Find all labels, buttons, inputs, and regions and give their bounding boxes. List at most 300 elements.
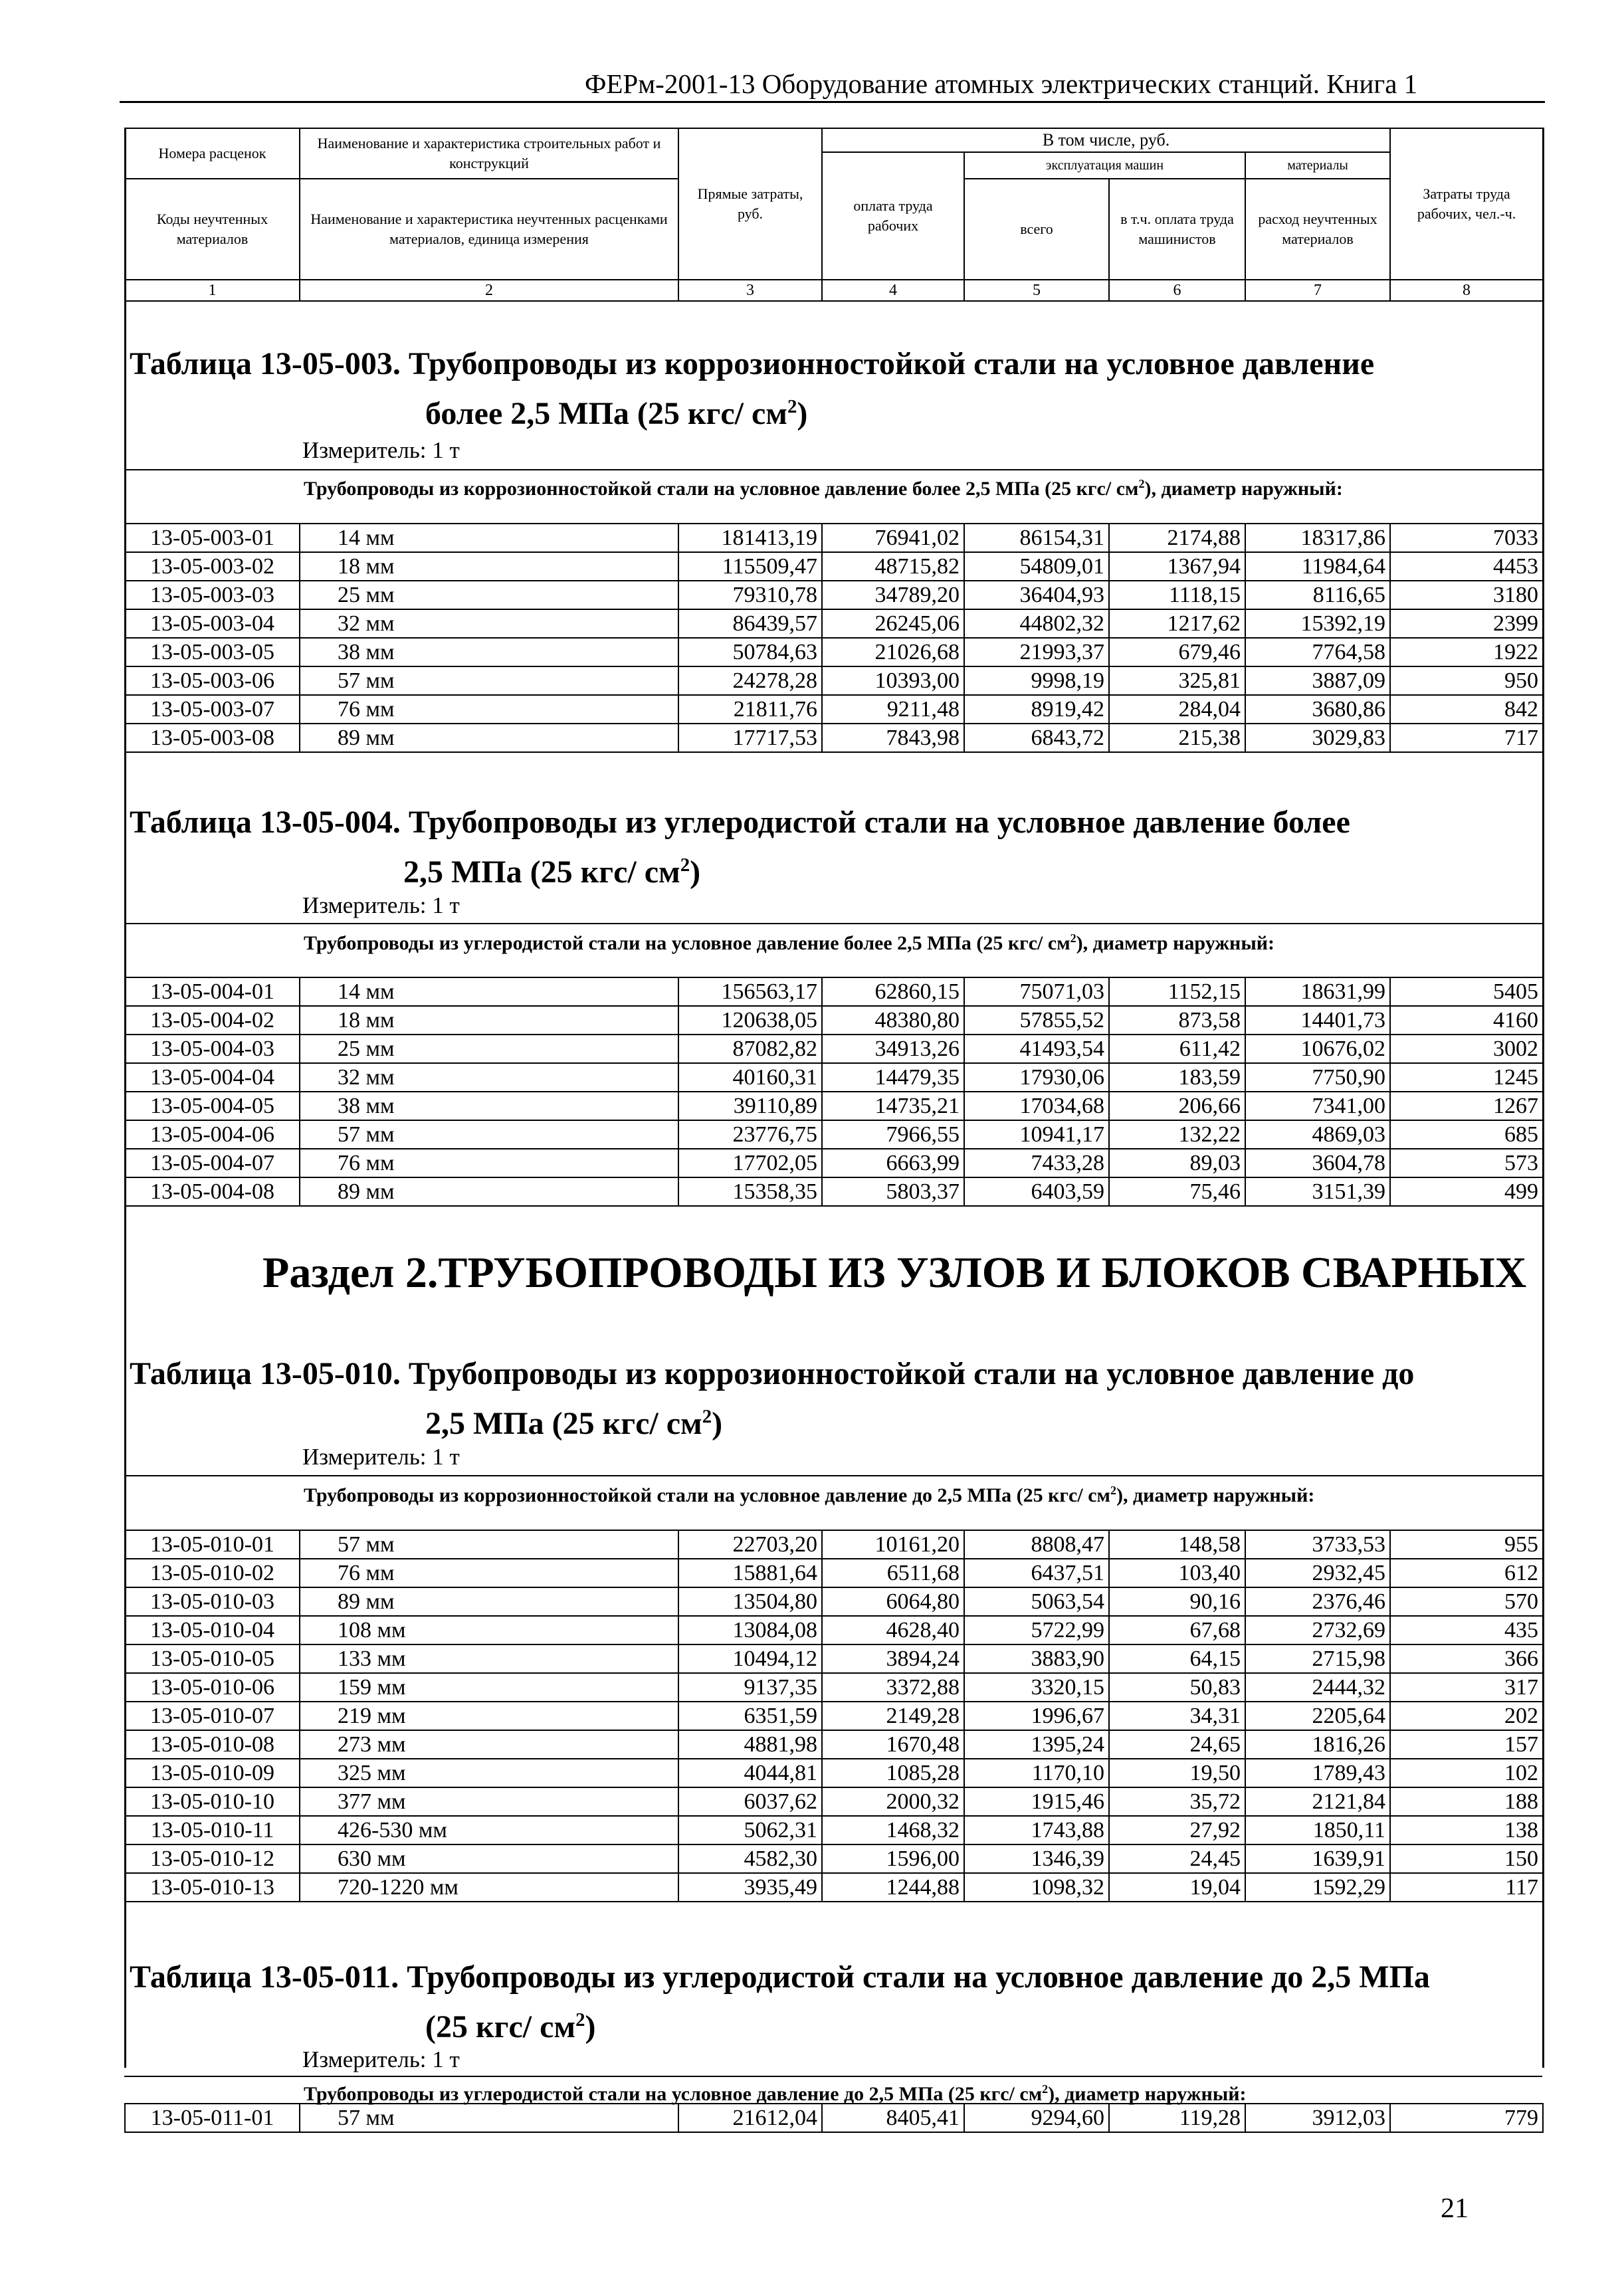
pipe-diameter: 630 мм: [300, 1844, 678, 1873]
rate-code: 13-05-010-08: [125, 1730, 300, 1759]
table-row: [125, 609, 1543, 638]
table-row: [125, 695, 1543, 724]
wages: 1244,88: [822, 1873, 964, 1902]
labor-hours: 317: [1390, 1673, 1543, 1702]
machines-wages: 50,83: [1109, 1673, 1245, 1702]
direct-costs: 79310,78: [678, 581, 822, 609]
wages: 9211,48: [822, 695, 964, 724]
machines-wages: 19,04: [1109, 1873, 1245, 1902]
table-row: [125, 1149, 1543, 1177]
rate-code: 13-05-004-08: [125, 1177, 300, 1206]
materials-unaccounted: 8116,65: [1245, 581, 1390, 609]
machines-total: 7433,28: [964, 1149, 1109, 1177]
labor-hours: 188: [1390, 1787, 1543, 1816]
machines-wages: 1217,62: [1109, 609, 1245, 638]
header-unaccounted-codes: Коды неучтенных материалов: [125, 179, 300, 280]
labor-hours: 685: [1390, 1120, 1543, 1149]
materials-unaccounted: 1592,29: [1245, 1873, 1390, 1902]
header-in-total: В том числе, руб.: [822, 128, 1390, 152]
machines-wages: 873,58: [1109, 1006, 1245, 1035]
direct-costs: 17717,53: [678, 724, 822, 752]
col-number: 4: [822, 280, 964, 301]
table-row: [125, 1816, 1543, 1844]
wages: 2000,32: [822, 1787, 964, 1816]
machines-wages: 67,68: [1109, 1616, 1245, 1644]
table-title: Таблица 13-05-003. Трубопроводы из коррозионностойкой стали на условное давление более 2,5 МПа (25 кгс/ $см^2$): [130, 346, 1375, 431]
direct-costs: 15881,64: [678, 1559, 822, 1587]
col-number: 2: [300, 280, 678, 301]
table-row: [125, 1787, 1543, 1816]
materials-unaccounted: 4869,03: [1245, 1120, 1390, 1149]
materials-unaccounted: 3733,53: [1245, 1530, 1390, 1559]
direct-costs: 4881,98: [678, 1730, 822, 1759]
materials-unaccounted: 3912,03: [1245, 2104, 1390, 2132]
labor-hours: 4160: [1390, 1006, 1543, 1035]
table-row: [125, 2104, 1543, 2132]
machines-total: 6403,59: [964, 1177, 1109, 1206]
wages: 7843,98: [822, 724, 964, 752]
table-title: Таблица 13-05-004. Трубопроводы из углеродистой стали на условное давление более 2,5 МПа (25 кгс/ $см^2$): [130, 805, 1350, 890]
wages: 7966,55: [822, 1120, 964, 1149]
rate-code: 13-05-010-09: [125, 1759, 300, 1787]
direct-costs: 87082,82: [678, 1035, 822, 1063]
machines-wages: 19,50: [1109, 1759, 1245, 1787]
labor-hours: 435: [1390, 1616, 1543, 1644]
labor-hours: 573: [1390, 1149, 1543, 1177]
machines-wages: 679,46: [1109, 638, 1245, 666]
machines-wages: 103,40: [1109, 1559, 1245, 1587]
rate-code: 13-05-004-02: [125, 1006, 300, 1035]
direct-costs: 4582,30: [678, 1844, 822, 1873]
rate-code: 13-05-010-05: [125, 1644, 300, 1673]
direct-costs: 13504,80: [678, 1587, 822, 1616]
table-row: [125, 977, 1543, 1006]
rate-code: 13-05-003-05: [125, 638, 300, 666]
materials-unaccounted: 3604,78: [1245, 1149, 1390, 1177]
direct-costs: 115509,47: [678, 552, 822, 581]
wages: 26245,06: [822, 609, 964, 638]
wages: 14479,35: [822, 1063, 964, 1092]
direct-costs: 86439,57: [678, 609, 822, 638]
wages: 14735,21: [822, 1092, 964, 1120]
running-head: ФЕРм-2001-13 Оборудование атомных электрических станций. Книга 1: [585, 68, 1418, 99]
table-row: [125, 1702, 1543, 1730]
machines-wages: 75,46: [1109, 1177, 1245, 1206]
rate-code: 13-05-003-06: [125, 666, 300, 695]
labor-hours: 7033: [1390, 524, 1543, 552]
header-materials-unaccounted: расход неучтенных материалов: [1245, 179, 1390, 280]
machines-wages: 132,22: [1109, 1120, 1245, 1149]
pipe-diameter: 426-530 мм: [300, 1816, 678, 1844]
labor-hours: 3180: [1390, 581, 1543, 609]
direct-costs: 5062,31: [678, 1816, 822, 1844]
machines-total: 36404,93: [964, 581, 1109, 609]
col-number: 3: [678, 280, 822, 301]
header-codes: Номера расценок: [125, 128, 300, 179]
materials-unaccounted: 1639,91: [1245, 1844, 1390, 1873]
wages: 2149,28: [822, 1702, 964, 1730]
direct-costs: 13084,08: [678, 1616, 822, 1644]
table-row: [125, 1644, 1543, 1673]
pipe-diameter: 133 мм: [300, 1644, 678, 1673]
machines-wages: 284,04: [1109, 695, 1245, 724]
wages: 5803,37: [822, 1177, 964, 1206]
direct-costs: 23776,75: [678, 1120, 822, 1149]
pipe-diameter: 159 мм: [300, 1673, 678, 1702]
machines-total: 1395,24: [964, 1730, 1109, 1759]
col-number: 5: [964, 280, 1109, 301]
machines-total: 17034,68: [964, 1092, 1109, 1120]
rate-code: 13-05-003-01: [125, 524, 300, 552]
table-title: Таблица 13-05-011. Трубопроводы из углеродистой стали на условное давление до 2,5 МПа (25 кгс/ $см^2$): [130, 1959, 1430, 2044]
table-row: [125, 1530, 1543, 1559]
pipe-diameter: 108 мм: [300, 1616, 678, 1644]
rate-code: 13-05-010-12: [125, 1844, 300, 1873]
materials-unaccounted: 2121,84: [1245, 1787, 1390, 1816]
column-header-table: [124, 128, 1544, 302]
rate-code: 13-05-003-07: [125, 695, 300, 724]
table-row: [125, 1873, 1543, 1902]
table-subhead: Трубопроводы из углеродистой стали на условное давление более 2,5 МПа (25 кгс/ $см^2$), диаметр наружный:: [304, 932, 1275, 954]
table-row: [125, 724, 1543, 752]
table-measure: Измеритель: 1 т: [302, 892, 460, 918]
machines-total: 86154,31: [964, 524, 1109, 552]
wages: 21026,68: [822, 638, 964, 666]
pipe-diameter: 32 мм: [300, 1063, 678, 1092]
machines-total: 5063,54: [964, 1587, 1109, 1616]
table-row: [125, 1587, 1543, 1616]
direct-costs: 9137,35: [678, 1673, 822, 1702]
rate-code: 13-05-011-01: [125, 2104, 300, 2132]
direct-costs: 4044,81: [678, 1759, 822, 1787]
materials-unaccounted: 3887,09: [1245, 666, 1390, 695]
labor-hours: 138: [1390, 1816, 1543, 1844]
wages: 3372,88: [822, 1673, 964, 1702]
table-row: [125, 1759, 1543, 1787]
machines-wages: 1118,15: [1109, 581, 1245, 609]
machines-wages: 119,28: [1109, 2104, 1245, 2132]
table-row: [125, 524, 1543, 552]
machines-total: 9998,19: [964, 666, 1109, 695]
machines-wages: 206,66: [1109, 1092, 1245, 1120]
table-row: [125, 1559, 1543, 1587]
materials-unaccounted: 7750,90: [1245, 1063, 1390, 1092]
rate-code: 13-05-004-07: [125, 1149, 300, 1177]
pipe-diameter: 76 мм: [300, 1149, 678, 1177]
table-row: [125, 1120, 1543, 1149]
materials-unaccounted: 2932,45: [1245, 1559, 1390, 1587]
machines-wages: 2174,88: [1109, 524, 1245, 552]
pipe-diameter: 89 мм: [300, 1587, 678, 1616]
machines-total: 1743,88: [964, 1816, 1109, 1844]
materials-unaccounted: 10676,02: [1245, 1035, 1390, 1063]
machines-wages: 90,16: [1109, 1587, 1245, 1616]
pipe-diameter: 25 мм: [300, 581, 678, 609]
materials-unaccounted: 7341,00: [1245, 1092, 1390, 1120]
machines-total: 57855,52: [964, 1006, 1109, 1035]
direct-costs: 17702,05: [678, 1149, 822, 1177]
rate-code: 13-05-010-07: [125, 1702, 300, 1730]
table-subhead: Трубопроводы из коррозионностойкой стали на условное давление более 2,5 МПа (25 кгс/ $см^2$), диаметр наружный:: [304, 477, 1343, 500]
materials-unaccounted: 15392,19: [1245, 609, 1390, 638]
rate-code: 13-05-003-08: [125, 724, 300, 752]
wages: 1085,28: [822, 1759, 964, 1787]
table-row: [125, 1092, 1543, 1120]
rate-code: 13-05-003-04: [125, 609, 300, 638]
direct-costs: 156563,17: [678, 977, 822, 1006]
labor-hours: 366: [1390, 1644, 1543, 1673]
machines-total: 10941,17: [964, 1120, 1109, 1149]
table-measure: Измеритель: 1 т: [302, 2046, 460, 2072]
rate-code: 13-05-004-05: [125, 1092, 300, 1120]
pipe-diameter: 14 мм: [300, 524, 678, 552]
rate-code: 13-05-003-02: [125, 552, 300, 581]
header-unaccounted-names: Наименование и характеристика неучтенных расценками материалов, единица измерения: [300, 179, 678, 280]
materials-unaccounted: 18631,99: [1245, 977, 1390, 1006]
machines-wages: 215,38: [1109, 724, 1245, 752]
col-number: 7: [1245, 280, 1390, 301]
machines-total: 1098,32: [964, 1873, 1109, 1902]
labor-hours: 570: [1390, 1587, 1543, 1616]
labor-hours: 117: [1390, 1873, 1543, 1902]
labor-hours: 1245: [1390, 1063, 1543, 1092]
labor-hours: 612: [1390, 1559, 1543, 1587]
materials-unaccounted: 2444,32: [1245, 1673, 1390, 1702]
direct-costs: 50784,63: [678, 638, 822, 666]
wages: 10393,00: [822, 666, 964, 695]
pipe-diameter: 720-1220 мм: [300, 1873, 678, 1902]
materials-unaccounted: 3151,39: [1245, 1177, 1390, 1206]
direct-costs: 3935,49: [678, 1873, 822, 1902]
wages: 6663,99: [822, 1149, 964, 1177]
table-row: [125, 1673, 1543, 1702]
materials-unaccounted: 18317,86: [1245, 524, 1390, 552]
rate-code: 13-05-003-03: [125, 581, 300, 609]
labor-hours: 499: [1390, 1177, 1543, 1206]
pipe-diameter: 57 мм: [300, 2104, 678, 2132]
table-title: Таблица 13-05-010. Трубопроводы из коррозионностойкой стали на условное давление до 2,5 МПа (25 кгс/ $см^2$): [130, 1356, 1415, 1441]
col-number: 6: [1109, 280, 1245, 301]
machines-wages: 24,45: [1109, 1844, 1245, 1873]
labor-hours: 3002: [1390, 1035, 1543, 1063]
table-row: [125, 1730, 1543, 1759]
pipe-diameter: 38 мм: [300, 1092, 678, 1120]
machines-total: 21993,37: [964, 638, 1109, 666]
wages: 62860,15: [822, 977, 964, 1006]
labor-hours: 1267: [1390, 1092, 1543, 1120]
labor-hours: 842: [1390, 695, 1543, 724]
labor-hours: 157: [1390, 1730, 1543, 1759]
materials-unaccounted: 1789,43: [1245, 1759, 1390, 1787]
table-row: [125, 666, 1543, 695]
wages: 10161,20: [822, 1530, 964, 1559]
page-number: 21: [1441, 2193, 1469, 2224]
wages: 6064,80: [822, 1587, 964, 1616]
table-row: [125, 1616, 1543, 1644]
table-row: [125, 552, 1543, 581]
direct-costs: 15358,35: [678, 1177, 822, 1206]
pipe-diameter: 57 мм: [300, 1530, 678, 1559]
table-rule: [124, 1475, 1542, 1476]
machines-wages: 1152,15: [1109, 977, 1245, 1006]
table-row: [125, 1006, 1543, 1035]
wages: 6511,68: [822, 1559, 964, 1587]
wages: 8405,41: [822, 2104, 964, 2132]
machines-wages: 35,72: [1109, 1787, 1245, 1816]
direct-costs: 22703,20: [678, 1530, 822, 1559]
pipe-diameter: 25 мм: [300, 1035, 678, 1063]
machines-total: 75071,03: [964, 977, 1109, 1006]
pipe-diameter: 14 мм: [300, 977, 678, 1006]
machines-total: 54809,01: [964, 552, 1109, 581]
materials-unaccounted: 2732,69: [1245, 1616, 1390, 1644]
machines-total: 9294,60: [964, 2104, 1109, 2132]
header-works: Наименование и характеристика строительных работ и конструкций: [300, 128, 678, 179]
wages: 48715,82: [822, 552, 964, 581]
wages: 4628,40: [822, 1616, 964, 1644]
pipe-diameter: 18 мм: [300, 1006, 678, 1035]
direct-costs: 24278,28: [678, 666, 822, 695]
direct-costs: 181413,19: [678, 524, 822, 552]
rate-table: [124, 1530, 1544, 1902]
direct-costs: 6351,59: [678, 1702, 822, 1730]
rate-code: 13-05-010-06: [125, 1673, 300, 1702]
labor-hours: 5405: [1390, 977, 1543, 1006]
rate-code: 13-05-004-03: [125, 1035, 300, 1063]
direct-costs: 10494,12: [678, 1644, 822, 1673]
wages: 1596,00: [822, 1844, 964, 1873]
labor-hours: 779: [1390, 2104, 1543, 2132]
wages: 34913,26: [822, 1035, 964, 1063]
direct-costs: 21811,76: [678, 695, 822, 724]
wages: 48380,80: [822, 1006, 964, 1035]
machines-wages: 1367,94: [1109, 552, 1245, 581]
machines-wages: 325,81: [1109, 666, 1245, 695]
direct-costs: 120638,05: [678, 1006, 822, 1035]
rate-code: 13-05-010-01: [125, 1530, 300, 1559]
col-number: 8: [1390, 280, 1543, 301]
direct-costs: 39110,89: [678, 1092, 822, 1120]
machines-wages: 64,15: [1109, 1644, 1245, 1673]
labor-hours: 202: [1390, 1702, 1543, 1730]
materials-unaccounted: 7764,58: [1245, 638, 1390, 666]
machines-wages: 183,59: [1109, 1063, 1245, 1092]
machines-total: 6843,72: [964, 724, 1109, 752]
pipe-diameter: 89 мм: [300, 724, 678, 752]
table-rule: [124, 923, 1542, 924]
machines-total: 6437,51: [964, 1559, 1109, 1587]
labor-hours: 102: [1390, 1759, 1543, 1787]
pipe-diameter: 377 мм: [300, 1787, 678, 1816]
materials-unaccounted: 1816,26: [1245, 1730, 1390, 1759]
pipe-diameter: 273 мм: [300, 1730, 678, 1759]
rate-code: 13-05-010-13: [125, 1873, 300, 1902]
table-row: [125, 1035, 1543, 1063]
machines-total: 44802,32: [964, 609, 1109, 638]
header-materials: материалы: [1245, 152, 1390, 179]
wages: 76941,02: [822, 524, 964, 552]
header-machines: эксплуатация машин: [964, 152, 1245, 179]
wages: 1468,32: [822, 1816, 964, 1844]
direct-costs: 40160,31: [678, 1063, 822, 1092]
labor-hours: 4453: [1390, 552, 1543, 581]
table-measure: Измеритель: 1 т: [302, 1444, 460, 1470]
pipe-diameter: 325 мм: [300, 1759, 678, 1787]
direct-costs: 21612,04: [678, 2104, 822, 2132]
rate-code: 13-05-004-04: [125, 1063, 300, 1092]
materials-unaccounted: 11984,64: [1245, 552, 1390, 581]
header-wages: оплата труда рабочих: [822, 152, 964, 280]
wages: 1670,48: [822, 1730, 964, 1759]
pipe-diameter: 76 мм: [300, 1559, 678, 1587]
materials-unaccounted: 3680,86: [1245, 695, 1390, 724]
machines-total: 3320,15: [964, 1673, 1109, 1702]
pipe-diameter: 57 мм: [300, 666, 678, 695]
machines-wages: 611,42: [1109, 1035, 1245, 1063]
machines-total: 5722,99: [964, 1616, 1109, 1644]
machines-wages: 27,92: [1109, 1816, 1245, 1844]
table-row: [125, 1844, 1543, 1873]
rate-code: 13-05-004-01: [125, 977, 300, 1006]
machines-total: 8919,42: [964, 695, 1109, 724]
materials-unaccounted: 14401,73: [1245, 1006, 1390, 1035]
header-rule: [120, 101, 1545, 103]
pipe-diameter: 76 мм: [300, 695, 678, 724]
labor-hours: 1922: [1390, 638, 1543, 666]
pipe-diameter: 89 мм: [300, 1177, 678, 1206]
header-direct-costs: Прямые затраты, руб.: [678, 128, 822, 280]
pipe-diameter: 57 мм: [300, 1120, 678, 1149]
pipe-diameter: 32 мм: [300, 609, 678, 638]
machines-wages: 89,03: [1109, 1149, 1245, 1177]
header-machines-total: всего: [964, 179, 1109, 280]
machines-total: 3883,90: [964, 1644, 1109, 1673]
table-measure: Измеритель: 1 т: [302, 437, 460, 463]
pipe-diameter: 38 мм: [300, 638, 678, 666]
pipe-diameter: 18 мм: [300, 552, 678, 581]
direct-costs: 6037,62: [678, 1787, 822, 1816]
machines-wages: 24,65: [1109, 1730, 1245, 1759]
table-row: [125, 1063, 1543, 1092]
machines-total: 1996,67: [964, 1702, 1109, 1730]
rate-table: [124, 523, 1544, 753]
rate-code: 13-05-010-11: [125, 1816, 300, 1844]
section-title: Раздел 2.ТРУБОПРОВОДЫ ИЗ УЗЛОВ И БЛОКОВ СВАРНЫХ: [262, 1248, 1527, 1297]
header-labor: Затраты труда рабочих, чел.-ч.: [1390, 128, 1543, 280]
machines-total: 8808,47: [964, 1530, 1109, 1559]
pipe-diameter: 219 мм: [300, 1702, 678, 1730]
rate-table: [124, 977, 1544, 1207]
materials-unaccounted: 2205,64: [1245, 1702, 1390, 1730]
labor-hours: 950: [1390, 666, 1543, 695]
rate-table: [124, 2103, 1544, 2133]
labor-hours: 150: [1390, 1844, 1543, 1873]
wages: 34789,20: [822, 581, 964, 609]
labor-hours: 717: [1390, 724, 1543, 752]
machines-wages: 148,58: [1109, 1530, 1245, 1559]
materials-unaccounted: 2376,46: [1245, 1587, 1390, 1616]
machines-total: 1915,46: [964, 1787, 1109, 1816]
machines-total: 17930,06: [964, 1063, 1109, 1092]
materials-unaccounted: 2715,98: [1245, 1644, 1390, 1673]
machines-total: 1346,39: [964, 1844, 1109, 1873]
rate-code: 13-05-004-06: [125, 1120, 300, 1149]
machines-total: 41493,54: [964, 1035, 1109, 1063]
rate-code: 13-05-010-03: [125, 1587, 300, 1616]
table-row: [125, 581, 1543, 609]
table-row: [125, 638, 1543, 666]
materials-unaccounted: 3029,83: [1245, 724, 1390, 752]
